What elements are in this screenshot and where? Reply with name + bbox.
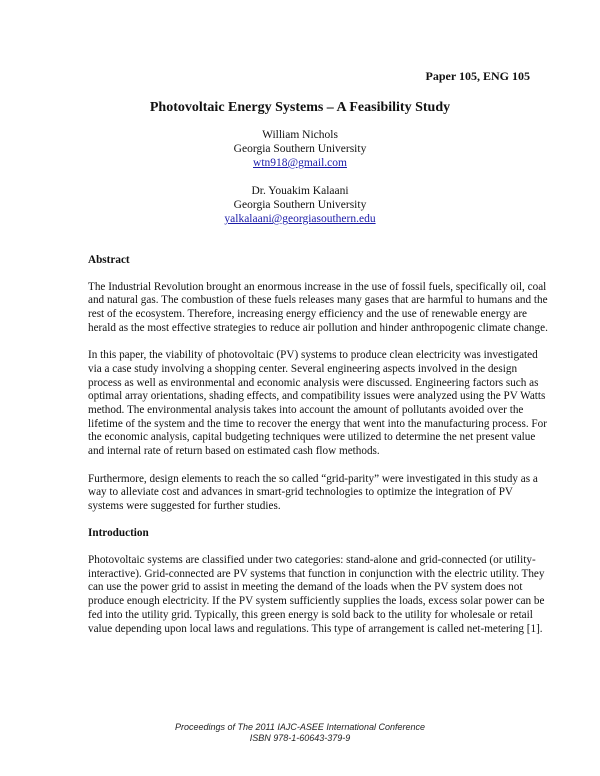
paper-id: Paper 105, ENG 105 xyxy=(425,69,530,83)
author-name: William Nichols xyxy=(262,129,338,141)
introduction-heading: Introduction xyxy=(88,527,149,540)
abstract-paragraph: In this paper, the viability of photovoltaic (PV) systems to produce clean electricity was investigated via a case study involving a shopping center. Several engineering aspects involved in the design process as well as environmental and economic analysis were discussed. Engineering factors such as optimal array orientations, shading effects, and compatibility issues were analyzed using the PV Watts method. The environmental analysis takes into account the amount of pollutants avoided over the lifetime of the system and the time to recover the energy that went into the manufacturing process. For the economic analysis, capital budgeting techniques were utilized to determine the net present value and internal rate of return based on estimated cash flow methods. xyxy=(88,349,547,458)
page-footer xyxy=(0,722,600,744)
footer-isbn: ISBN 978-1-60643-379-9 xyxy=(249,733,351,743)
author-email-link[interactable]: yalkalaani@georgiasouthern.edu xyxy=(224,213,376,225)
footer-proceedings: Proceedings of The 2011 IAJC-ASEE International Conference xyxy=(175,722,425,732)
abstract-paragraph: Furthermore, design elements to reach the so called “grid-parity” were investigated in this study as a way to alleviate cost and advances in smart-grid technologies to optimize the integration of PV systems were suggested for further studies. xyxy=(88,472,538,512)
paper-title: Photovoltaic Energy Systems – A Feasibility Study xyxy=(149,100,451,115)
author-affiliation: Georgia Southern University xyxy=(233,143,367,155)
abstract-paragraph: The Industrial Revolution brought an enormous increase in the use of fossil fuels, specifically oil, coal and natural gas. The combustion of these fuels releases many gases that are harmful to humans and the rest of the ecosystem. Therefore, increasing energy efficiency and the use of renewable energy are herald as the most effective strategies to reduce air pollution and hinder anthropogenic climate change. xyxy=(88,280,548,334)
author-affiliation: Georgia Southern University xyxy=(233,199,367,211)
introduction-paragraph: Photovoltaic systems are classified under two categories: stand-alone and grid-connected (or utility-interactive). Grid-connected are PV systems that function in conjunction with the electric utility. They can use the power grid to assist in meeting the demand of the loads when the PV system does not produce enough electricity. If the PV system sufficiently supplies the loads, excess solar power can be fed into the utility grid. Typically, this green energy is sold back to the utility for wholesale or retail value depending upon local laws and regulations. This type of arrangement is called net-metering [1]. xyxy=(88,554,545,635)
abstract-heading: Abstract xyxy=(88,254,130,266)
paper-body xyxy=(88,254,548,650)
author-2 xyxy=(0,184,600,226)
author-block xyxy=(0,128,600,240)
author-email-link[interactable]: wtn918@gmail.com xyxy=(253,157,347,169)
author-name: Dr. Youakim Kalaani xyxy=(251,185,349,197)
author-1 xyxy=(0,128,600,170)
